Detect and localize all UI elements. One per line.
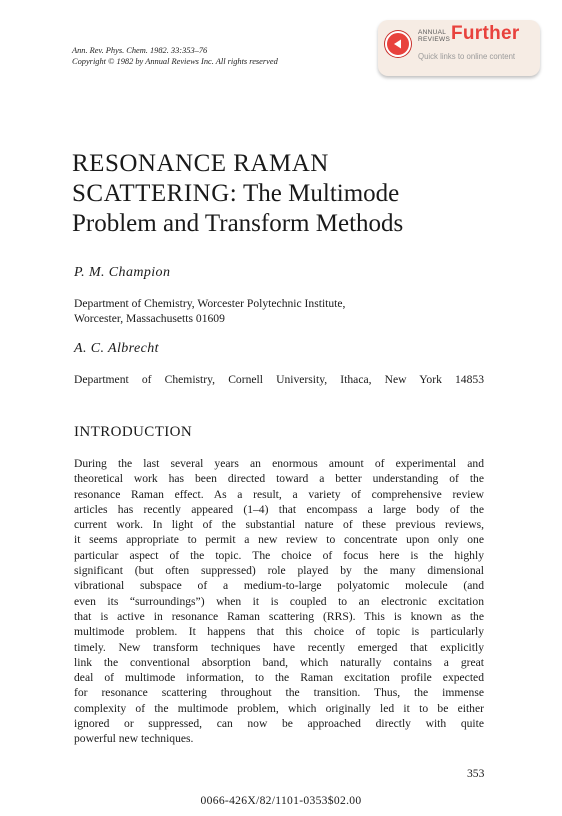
further-label: Further [451,23,520,44]
body-line: complexity of the multimode problem, which originally led it to be either [74,701,484,715]
author-affiliation: Department of Chemistry, Cornell University, Ithaca, New York 14853 [74,373,484,386]
title-line-2-rest: The Multimode [237,180,400,207]
body-line: particular aspect of the topic. The choice of focus here is the highly [74,548,484,562]
title-line-2-caps: SCATTERING: [72,180,238,207]
footer-code: 0066-426X/82/1101-0353$02.00 [200,794,362,807]
quick-links-label: Quick links to online content [418,52,516,61]
author-affiliation [74,296,484,326]
body-line: During the last several years an enormous amount of experimental and [74,457,484,470]
article-title [72,149,472,239]
body-line: articles has recently appeared (1–4) that encompass a large body of the [74,502,484,516]
author-name: A. C. Albrecht [74,341,159,356]
section-heading: INTRODUCTION [74,424,193,440]
title-line-2 [72,179,472,209]
body-line: resonance Raman effect. As a result, a variety of comprehensive review [74,487,484,501]
author-name: P. M. Champion [74,265,171,280]
title-line-3: Problem and Transform Methods [72,210,404,237]
body-line: current work. In light of the substantial nature of these previous reviews, [74,518,484,532]
body-line: link the conventional absorption band, which naturally contains a great [74,655,484,669]
page-number: 353 [467,767,485,780]
body-line: deal of multimode information, to the Raman excitation profile expected [74,671,484,685]
body-line: it seems appropriate to permit a new review to concentrate upon only one [74,533,484,547]
title-line-1: RESONANCE RAMAN [72,150,329,177]
body-paragraph [74,456,484,747]
body-line: vibrational subspace of a medium-to-large polyatomic molecule (and [74,579,484,593]
body-line: significant (but often suppressed) role played by the many dimensional [74,564,484,578]
body-line: multimode problem. It happens that this choice of topic is particularly [74,625,484,639]
body-line: powerful new techniques. [74,732,194,746]
body-line: even its “surroundings”) when it is coupled to an electronic excitation [74,594,484,608]
journal-citation [72,45,278,67]
affiliation-line: Worcester, Massachusetts 01609 [74,312,225,325]
copyright-line: Copyright © 1982 by Annual Reviews Inc. All rights reserved [72,57,278,66]
body-line: ignored or suppressed, can now be approached directly with quite [74,717,484,731]
play-left-icon [385,31,411,57]
affiliation-line: Department of Chemistry, Worcester Polytechnic Institute, [74,297,346,310]
annual-label: ANNUAL [418,29,447,36]
body-line: that is active in resonance Raman scattering (RRS). This is known as the [74,609,484,623]
body-line: timely. New transform techniques have recently emerged that explicitly [74,640,484,654]
annual-reviews-logo-text [418,29,450,43]
further-quick-links-badge[interactable] [378,20,540,76]
reviews-label: REVIEWS [418,36,451,43]
journal-citation-line: Ann. Rev. Phys. Chem. 1982. 33:353–76 [72,46,208,55]
body-line: for resonance scattering throughout the transition. Thus, the immense [74,686,484,700]
body-line: theoretical work has been directed toward a better understanding of the [74,472,484,486]
